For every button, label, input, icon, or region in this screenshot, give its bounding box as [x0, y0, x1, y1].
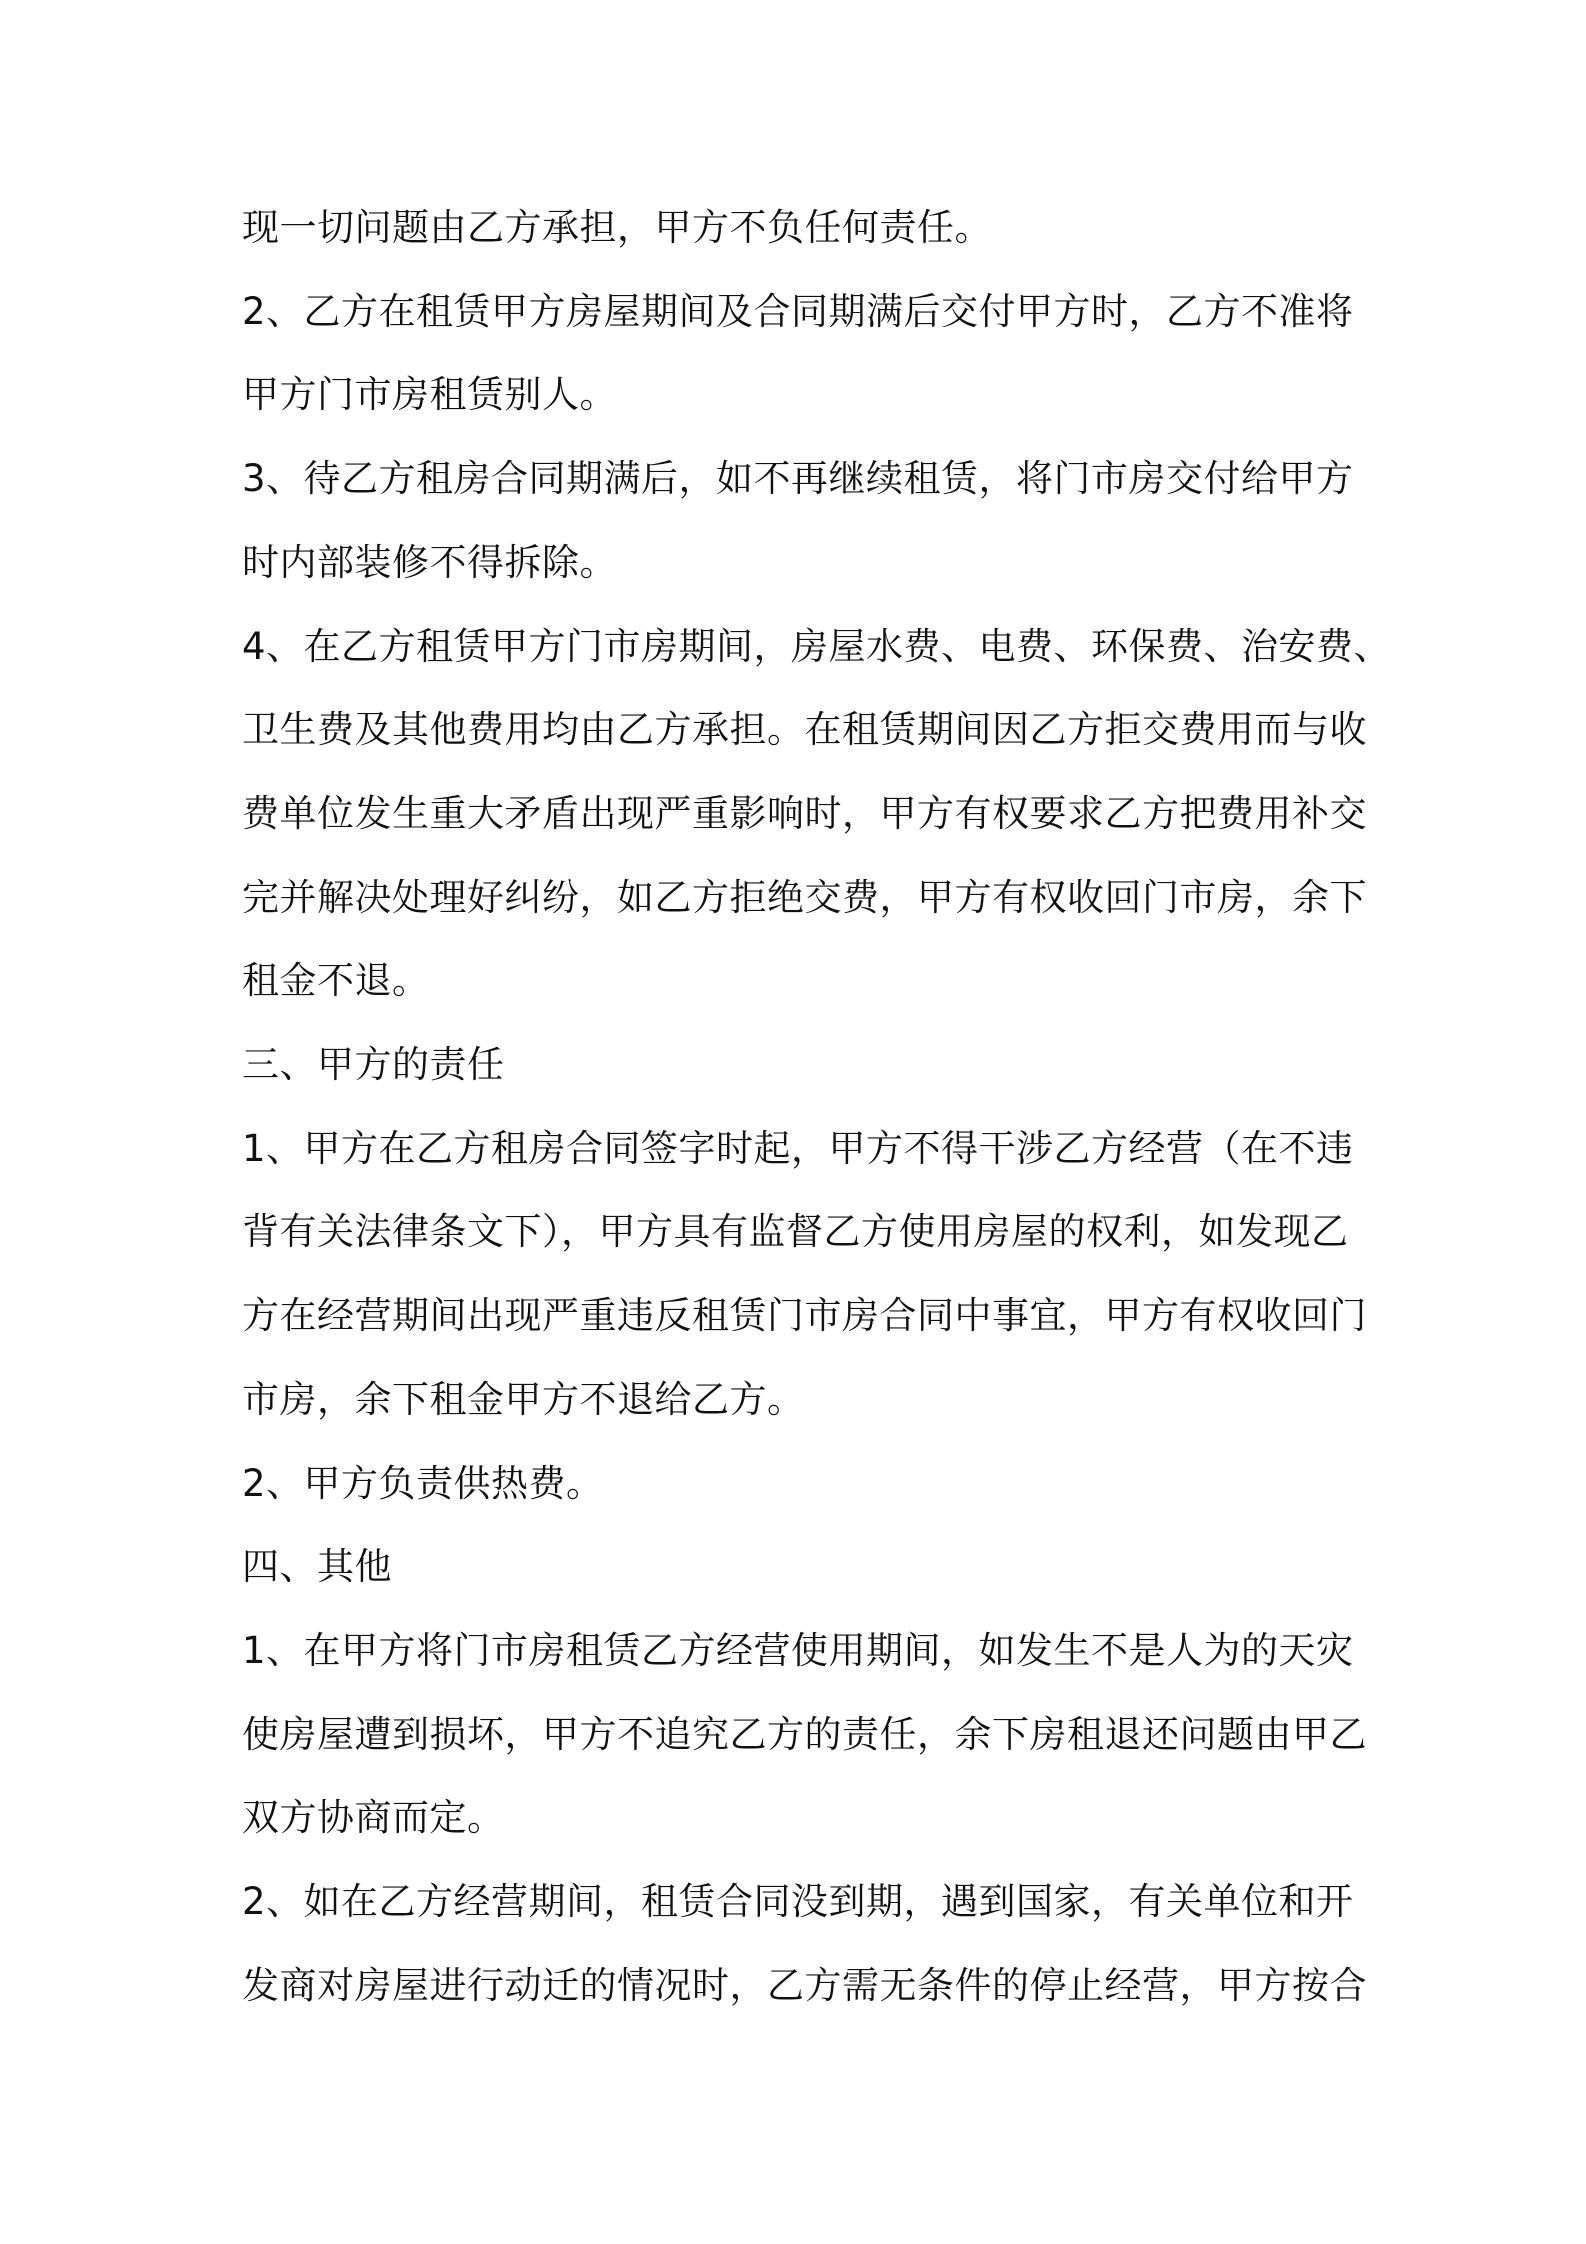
text-line: 方在经营期间出现严重违反租赁门市房合同中事宜，甲方有权收回门 [242, 1294, 1367, 1337]
text-line: 市房，余下租金甲方不退给乙方。 [242, 1378, 805, 1421]
text-line: 发商对房屋进行动迁的情况时，乙方需无条件的停止经营，甲方按合 [242, 1964, 1367, 2007]
text-line: 租金不退。 [242, 959, 430, 1002]
text-line: 背有关法律条文下），甲方具有监督乙方使用房屋的权利，如发现乙 [242, 1210, 1349, 1253]
text-line: 1、甲方在乙方租房合同签字时起，甲方不得干涉乙方经营（在不违 [242, 1127, 1354, 1170]
text-line: 时内部装修不得拆除。 [242, 541, 617, 584]
text-line: 双方协商而定。 [242, 1796, 505, 1839]
text-line: 2、乙方在租赁甲方房屋期间及合同期满后交付甲方时，乙方不准将 [242, 290, 1354, 333]
text-line: 卫生费及其他费用均由乙方承担。在租赁期间因乙方拒交费用而与收 [242, 708, 1367, 751]
text-line: 2、如在乙方经营期间，租赁合同没到期，遇到国家，有关单位和开 [242, 1880, 1354, 1923]
text-line: 使房屋遭到损坏，甲方不追究乙方的责任，余下房租退还问题由甲乙 [242, 1713, 1367, 1756]
section-heading: 三、甲方的责任 [242, 1043, 505, 1086]
section-heading: 四、其他 [242, 1545, 392, 1588]
text-line: 2、甲方负责供热费。 [242, 1462, 604, 1505]
text-line: 3、待乙方租房合同期满后，如不再继续租赁，将门市房交付给甲方 [242, 457, 1354, 500]
text-line: 完并解决处理好纠纷，如乙方拒绝交费，甲方有权收回门市房，余下 [242, 876, 1367, 919]
text-line: 4、在乙方租赁甲方门市房期间，房屋水费、电费、环保费、治安费、 [242, 625, 1392, 668]
text-line: 现一切问题由乙方承担，甲方不负任何责任。 [242, 206, 992, 249]
text-line: 1、在甲方将门市房租赁乙方经营使用期间，如发生不是人为的天灾 [242, 1629, 1354, 1672]
text-line: 费单位发生重大矛盾出现严重影响时，甲方有权要求乙方把费用补交 [242, 792, 1367, 835]
text-line: 甲方门市房租赁别人。 [242, 373, 617, 416]
